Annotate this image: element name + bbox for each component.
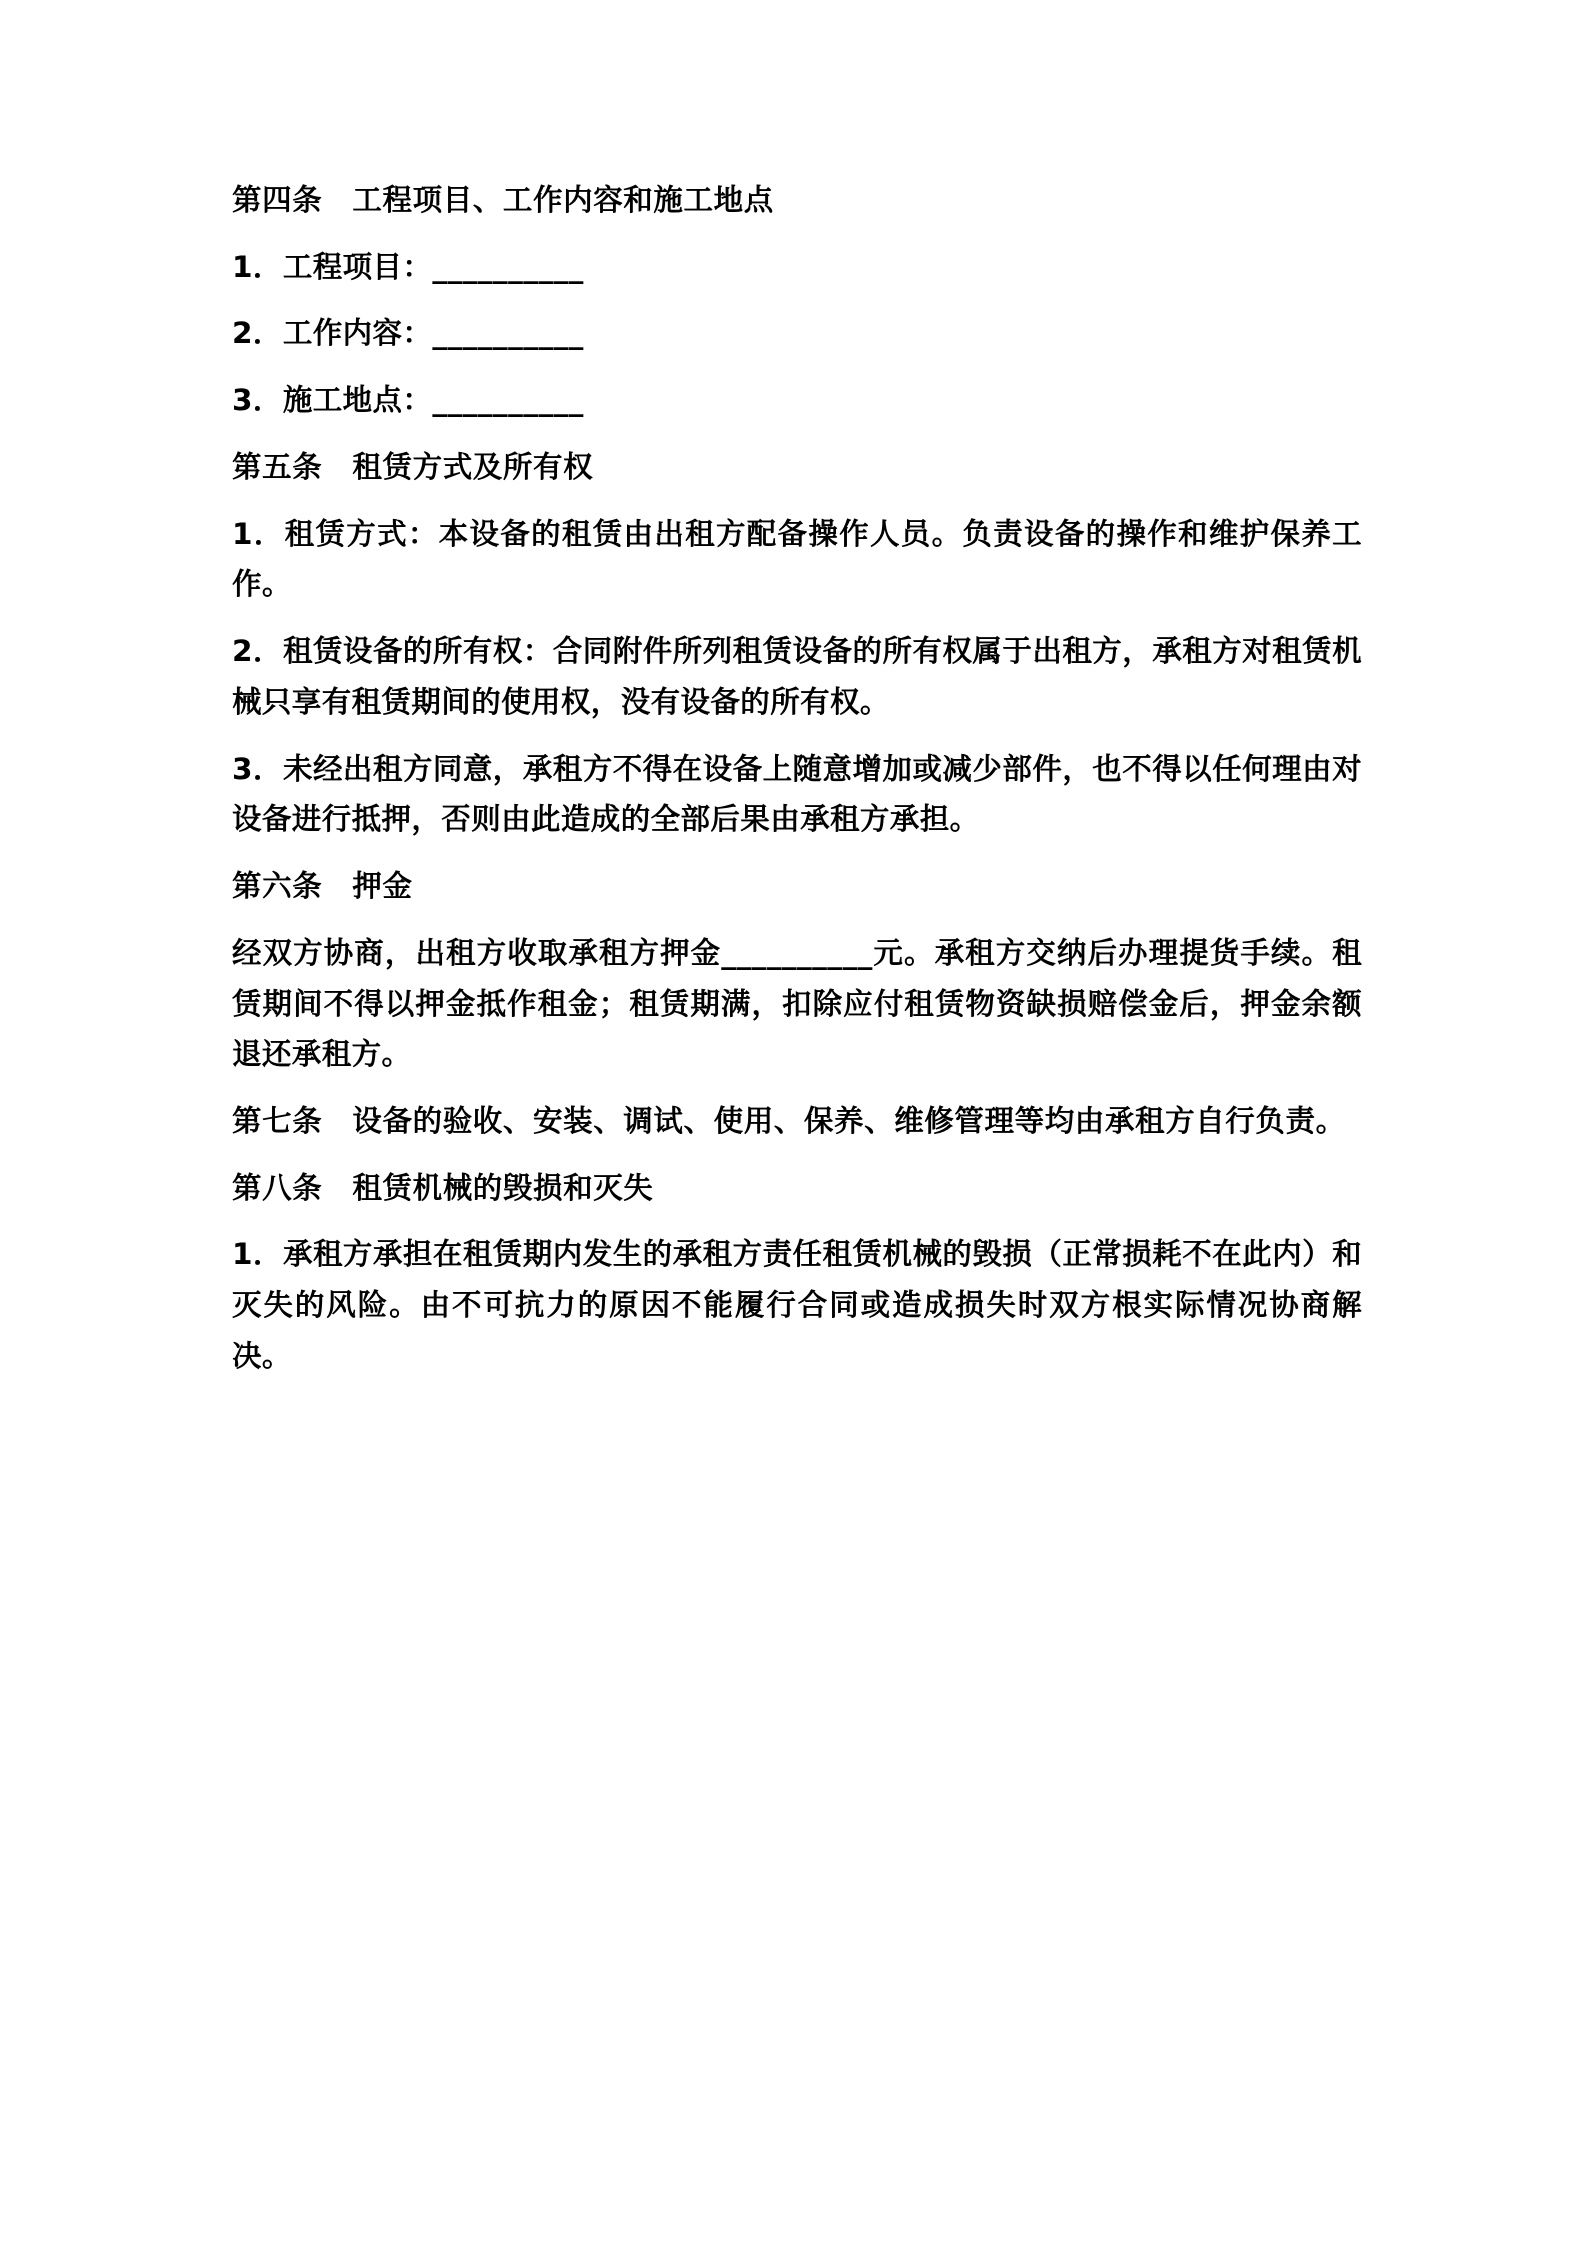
article-4-item-1: 1．工程项目：__________	[232, 249, 584, 284]
article-4-item-3: 3．施工地点：__________	[232, 383, 584, 418]
article-5-item-3: 3．未经出租方同意，承租方不得在设备上随意增加或减少部件，也不得以任何理由对设备进行抵押，否则由此造成的全部后果由承租方承担。	[232, 751, 1362, 837]
article-4-item-2: 2．工作内容：__________	[232, 316, 584, 351]
article-6-body: 经双方协商，出租方收取承租方押金__________元。承租方交纳后办理提货手续。租赁期间不得以押金抵作租金；租赁期满，扣除应付租赁物资缺损赔偿金后，押金余额退还承租方。	[232, 935, 1362, 1072]
article-8-heading: 第八条 租赁机械的毁损和灭失	[232, 1170, 654, 1205]
document-body	[232, 175, 1362, 1382]
article-6-heading: 第六条 押金	[232, 869, 413, 904]
article-5-item-1: 1．租赁方式：本设备的租赁由出租方配备操作人员。负责设备的操作和维护保养工作。	[232, 516, 1362, 602]
article-5-item-2: 2．租赁设备的所有权：合同附件所列租赁设备的所有权属于出租方，承租方对租赁机械只享有租赁期间的使用权，没有设备的所有权。	[232, 634, 1362, 719]
article-4-heading: 第四条 工程项目、工作内容和施工地点	[232, 183, 774, 217]
article-5-heading: 第五条 租赁方式及所有权	[232, 449, 594, 484]
article-7: 第七条 设备的验收、安装、调试、使用、保养、维修管理等均由承租方自行负责。	[232, 1104, 1346, 1139]
article-8-item-1: 1．承租方承担在租赁期内发生的承租方责任租赁机械的毁损（正常损耗不在此内）和灭失的风险。由不可抗力的原因不能履行合同或造成损失时双方根实际情况协商解决。	[232, 1237, 1362, 1373]
